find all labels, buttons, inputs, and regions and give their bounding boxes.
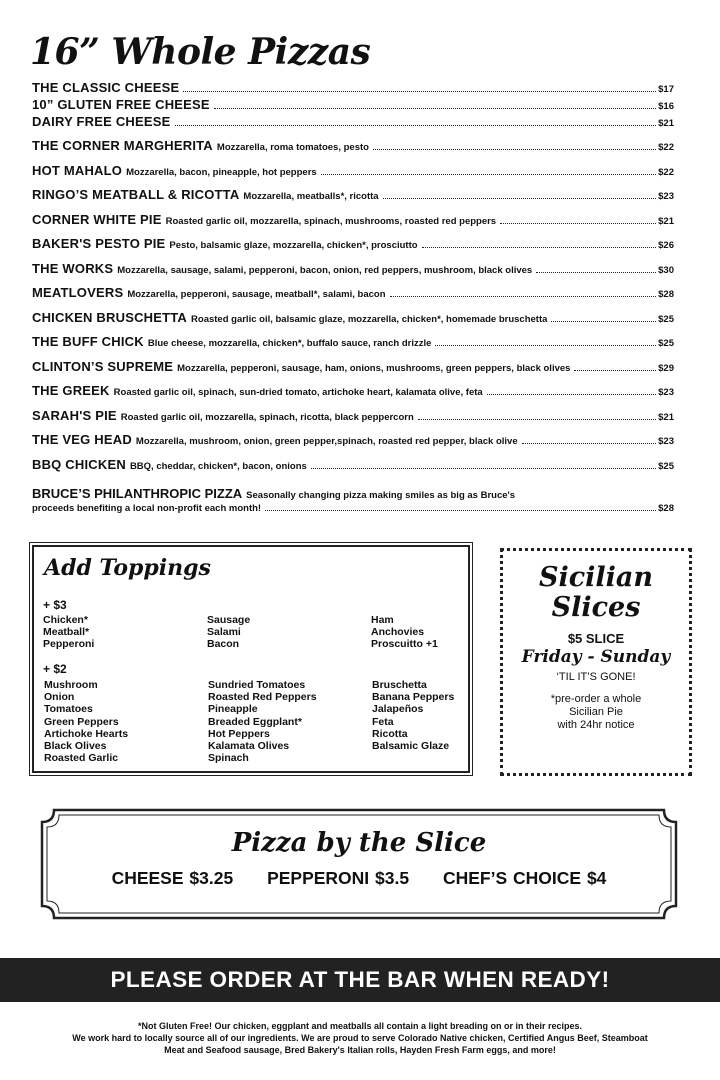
menu-row	[32, 212, 674, 237]
menu-row	[32, 114, 674, 131]
pizza-price: $22	[658, 142, 674, 153]
dot-leader	[175, 125, 657, 126]
topping-item: Hot Peppers	[208, 727, 270, 740]
topping-item: Jalapeños	[372, 703, 424, 716]
topping-item: Pepperoni	[43, 638, 95, 651]
pizza-price: $25	[658, 338, 674, 349]
topping-column	[371, 614, 438, 651]
topping-item: Bacon	[207, 638, 240, 651]
pizza-price: $25	[658, 313, 674, 325]
topping-item: Anchovies	[371, 626, 425, 639]
pizza-name: THE CORNER MARGHERITA	[32, 138, 213, 153]
topping-item: Salami	[207, 626, 241, 639]
menu-row	[32, 261, 674, 286]
pizza-description: Mozzarella, mushroom, onion, green pepper,spinach, roasted red pepper, black olive	[135, 436, 518, 447]
dot-leader	[214, 108, 656, 109]
pizza-price: $21	[658, 411, 674, 423]
topping-item: Artichoke Hearts	[44, 727, 129, 740]
toppings-title: Add Toppings	[44, 555, 211, 581]
menu-row	[32, 187, 674, 212]
slice-frame	[40, 808, 678, 920]
order-banner: PLEASE ORDER AT THE BAR WHEN READY!	[0, 958, 720, 1002]
preorder-line: *pre-order a whole	[550, 693, 642, 705]
sicilian-box	[500, 548, 692, 776]
topping-item: Green Peppers	[44, 715, 119, 728]
pizza-name: THE VEG HEAD	[32, 432, 132, 447]
dot-leader	[390, 296, 657, 297]
footer-line: We work hard to locally source all of our ingredients. We are proud to serve Colorado Native chicken, Certified Angus Beef, Steamboat	[72, 1033, 648, 1043]
topping-item: Spinach	[208, 752, 249, 765]
pizza-name: THE WORKS	[32, 260, 114, 276]
pizza-name: CORNER WHITE PIE	[32, 211, 162, 227]
pizza-price: $17	[658, 84, 674, 95]
menu-row	[32, 485, 674, 503]
bruce-pizza	[32, 485, 674, 519]
menu-row	[32, 310, 674, 335]
pizza-price: $22	[658, 166, 674, 178]
preorder-line: Sicilian Pie	[569, 706, 623, 718]
cheese-pizzas	[32, 80, 674, 131]
sicilian-title	[503, 563, 689, 623]
sicilian-price: $5 SLICE	[567, 631, 625, 646]
menu-row	[32, 236, 674, 261]
pizza-description: Roasted garlic oil, balsamic glaze, mozzarella, chicken*, homemade bruschetta	[191, 313, 548, 325]
topping-item: Sausage	[207, 614, 251, 626]
slice-item: CHEESE $3.25	[111, 868, 234, 888]
preorder-line: with 24hr notice	[557, 719, 635, 731]
pizza-name: MEATLOVERS	[32, 285, 124, 300]
pizza-description: Pesto, balsamic glaze, mozzarella, chicken*, prosciutto	[169, 240, 418, 251]
topping-column	[207, 614, 250, 651]
topping-item: Kalamata Olives	[208, 740, 290, 753]
sicilian-days: Friday - Sunday	[521, 647, 671, 667]
pizza-name: CLINTON’S SUPREME	[32, 358, 174, 374]
pizza-name: THE GREEK	[32, 383, 110, 398]
dot-leader	[418, 419, 656, 420]
topping-item: Balsamic Glaze	[372, 740, 450, 753]
pizza-description: Mozzarella, roma tomatoes, pesto	[216, 142, 369, 153]
topping-item: Breaded Eggplant*	[208, 715, 302, 728]
footer-line: Meat and Seafood sausage, Bred Bakery's Italian rolls, Hayden Fresh Farm eggs, and more!	[164, 1045, 556, 1055]
pizza-description: Mozzarella, pepperoni, sausage, meatball*, salami, bacon	[127, 289, 386, 300]
pizza-description: Mozzarella, pepperoni, sausage, ham, onions, mushrooms, green peppers, black olives	[177, 362, 571, 374]
menu-row	[32, 503, 674, 519]
menu-row	[32, 457, 674, 482]
topping-item: Bruschetta	[372, 679, 427, 691]
topping-column	[44, 679, 128, 764]
dot-leader	[536, 272, 656, 273]
dot-leader	[383, 198, 657, 199]
topping-item: Ham	[371, 614, 394, 626]
dot-leader	[487, 394, 656, 395]
dot-leader	[522, 443, 657, 444]
pizza-name: SARAH'S PIE	[32, 407, 117, 423]
pizza-description: Blue cheese, mozzarella, chicken*, buffalo sauce, ranch drizzle	[147, 338, 432, 349]
menu-row	[32, 80, 674, 97]
pizza-description: Roasted garlic oil, mozzarella, spinach, ricotta, black peppercorn	[120, 411, 414, 423]
toppings-box	[32, 545, 470, 773]
menu-row	[32, 334, 674, 359]
menu-row	[32, 432, 674, 457]
topping-item: Banana Peppers	[372, 691, 455, 704]
slice-items	[40, 868, 678, 889]
pizza-name: BRUCE’S PHILANTHROPIC PIZZA	[32, 486, 243, 501]
topping-column	[372, 679, 454, 752]
sicilian-title-line: Sicilian	[538, 562, 654, 593]
topping-item: Feta	[372, 715, 394, 728]
pizza-price: $23	[658, 387, 674, 398]
pizza-name: THE BUFF CHICK	[32, 334, 144, 349]
pizza-description: Mozzarella, bacon, pineapple, hot peppers	[126, 166, 317, 178]
menu-row	[32, 359, 674, 384]
pizza-price: $23	[658, 436, 674, 447]
pizza-name: BBQ CHICKEN	[32, 456, 126, 472]
slice-box	[40, 808, 678, 920]
pizza-price: $16	[658, 101, 674, 112]
topping-column	[43, 614, 94, 651]
pizza-description: Roasted garlic oil, spinach, sun-dried tomato, artichoke heart, kalamata olive, feta	[113, 387, 483, 398]
menu-row	[32, 408, 674, 433]
dot-leader	[321, 174, 656, 175]
topping-item: Roasted Garlic	[44, 752, 119, 765]
pizza-price: $21	[658, 215, 674, 227]
pizza-name: 10” GLUTEN FREE CHEESE	[32, 97, 210, 112]
topping-item: Onion	[44, 691, 75, 704]
pizza-price: $28	[658, 503, 674, 514]
pizza-price: $30	[658, 264, 674, 276]
pizza-description: Roasted garlic oil, mozzarella, spinach, mushrooms, roasted red peppers	[165, 215, 497, 227]
slice-item: CHEF’S CHOICE $4	[442, 868, 607, 888]
pizza-price: $29	[658, 362, 674, 374]
menu-row	[32, 383, 674, 408]
sicilian-preorder-note	[503, 693, 689, 732]
slice-title: Pizza by the Slice	[231, 828, 487, 858]
dot-leader	[422, 247, 657, 248]
specialty-pizzas	[32, 138, 674, 481]
topping-item: Sundried Tomatoes	[208, 679, 306, 691]
tier-price-label: + $3	[43, 598, 67, 612]
menu-row	[32, 138, 674, 163]
topping-item: Proscuitto +1	[371, 638, 438, 651]
dot-leader	[435, 345, 656, 346]
topping-item: Tomatoes	[44, 703, 93, 716]
topping-item: Black Olives	[44, 740, 107, 753]
pizza-description: BBQ, cheddar, chicken*, bacon, onions	[129, 460, 307, 472]
pizza-description: Mozzarella, meatballs*, ricotta	[243, 191, 379, 202]
pizza-price: $25	[658, 460, 674, 472]
menu-row	[32, 163, 674, 188]
dot-leader	[500, 223, 656, 224]
topping-item: Chicken*	[43, 614, 88, 626]
sicilian-title-line: Slices	[551, 592, 641, 623]
topping-item: Meatball*	[43, 626, 90, 639]
topping-column	[208, 679, 317, 764]
dot-leader	[551, 321, 656, 322]
menu-row	[32, 285, 674, 310]
pizza-name: RINGO’S MEATBALL & RICOTTA	[32, 187, 240, 202]
topping-item: Ricotta	[372, 727, 408, 740]
pizza-name: THE CLASSIC CHEESE	[32, 80, 180, 95]
topping-item: Pineapple	[208, 703, 258, 716]
menu-row	[32, 97, 674, 114]
pizza-price: $23	[658, 191, 674, 202]
pizza-price: $28	[658, 289, 674, 300]
pizza-name: HOT MAHALO	[32, 162, 123, 178]
pizza-name: DAIRY FREE CHEESE	[32, 114, 171, 129]
pizza-description: Seasonally changing pizza making smiles as big as Bruce's	[246, 490, 516, 501]
pizza-price: $21	[658, 118, 674, 129]
page-title: 16” Whole Pizzas	[30, 31, 371, 73]
dot-leader	[265, 510, 656, 511]
dot-leader	[373, 149, 656, 150]
dot-leader	[183, 91, 656, 92]
pizza-description: proceeds benefiting a local non-profit each month!	[32, 503, 262, 514]
pizza-description: Mozzarella, sausage, salami, pepperoni, bacon, onion, red peppers, mushroom, black olives	[117, 264, 533, 276]
footer-note	[10, 1020, 710, 1056]
footer-line: *Not Gluten Free! Our chicken, eggplant and meatballs all contain a light breading on or in their recipes.	[137, 1021, 583, 1031]
topping-item: Mushroom	[44, 679, 98, 691]
slice-item: PEPPERONI $3.5	[267, 868, 410, 888]
pizza-menu	[32, 80, 674, 519]
pizza-name: BAKER'S PESTO PIE	[32, 236, 166, 251]
pizza-price: $26	[658, 240, 674, 251]
topping-item: Roasted Red Peppers	[208, 691, 317, 704]
dot-leader	[311, 468, 656, 469]
tier-price-label: + $2	[43, 662, 67, 676]
sicilian-note: ‘TIL IT’S GONE!	[556, 671, 636, 683]
pizza-name: CHICKEN BRUSCHETTA	[32, 309, 188, 325]
dot-leader	[574, 370, 656, 371]
